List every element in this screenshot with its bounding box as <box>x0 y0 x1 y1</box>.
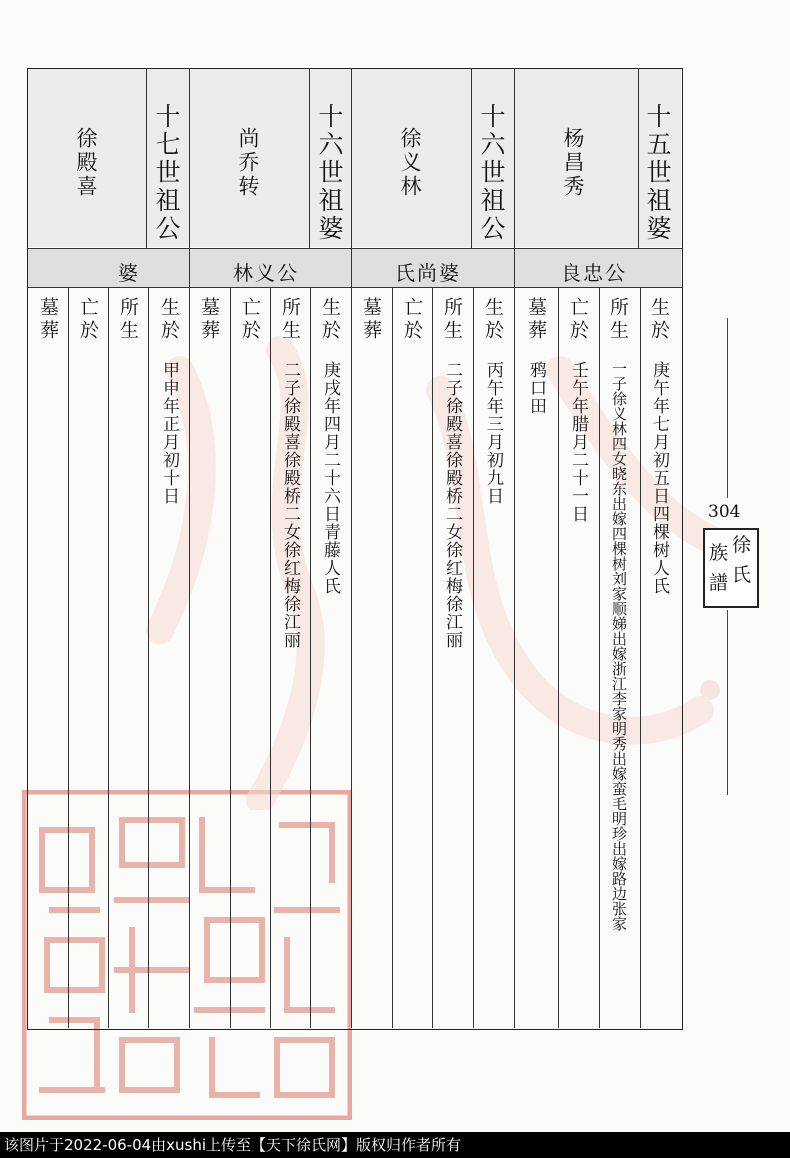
person-name: 徐义林 <box>398 127 422 199</box>
spouse-header: 婆 <box>118 261 140 285</box>
died-label: 亡於 <box>401 297 423 343</box>
spouse-header: 氏尚婆 <box>395 261 461 285</box>
children-label: 所生 <box>441 297 463 343</box>
born-value: 庚午年七月初五日四棵树人氏 <box>649 361 669 595</box>
burial-label: 墓葬 <box>37 297 59 343</box>
genealogy-table <box>27 68 683 1030</box>
upload-notice: 该图片于2022-06-04由xushi上传至【天下徐氏网】版权归作者所有 <box>0 1132 790 1158</box>
born-value: 庚戌年四月二十六日青藤人氏 <box>320 361 340 595</box>
children-value: 二子徐殿喜徐殿桥二女徐红梅徐江丽 <box>442 361 462 649</box>
person-name: 尚乔转 <box>236 127 260 199</box>
person-name: 徐殿喜 <box>74 127 98 199</box>
died-value: 壬午年腊月二十一日 <box>568 361 588 523</box>
generation-title: 十七世祖公 <box>152 103 181 243</box>
generation-title: 十五世祖婆 <box>643 103 672 243</box>
logo-char: 譜 <box>709 572 729 594</box>
generation-title: 十六世祖婆 <box>315 103 344 243</box>
children-value: 二子徐殿喜徐殿桥二女徐红梅徐江丽 <box>280 361 300 649</box>
died-label: 亡於 <box>239 297 261 343</box>
children-label: 所生 <box>279 297 301 343</box>
died-label: 亡於 <box>77 297 99 343</box>
logo-char: 氏 <box>732 564 752 586</box>
burial-value: 鸦口田 <box>526 361 546 415</box>
born-value: 甲申年正月初十日 <box>159 361 179 505</box>
spouse-header: 林义公 <box>233 261 299 285</box>
burial-label: 墓葬 <box>198 297 220 343</box>
margin-rule-bottom <box>727 610 728 795</box>
logo-char: 族 <box>709 542 729 564</box>
born-label: 生於 <box>482 297 504 343</box>
spouse-header: 良忠公 <box>561 261 627 285</box>
burial-label: 墓葬 <box>360 297 382 343</box>
born-label: 生於 <box>158 297 180 343</box>
children-label: 所生 <box>607 297 629 343</box>
genealogy-logo <box>703 528 759 608</box>
born-value: 丙午年三月初九日 <box>483 361 503 505</box>
died-label: 亡於 <box>567 297 589 343</box>
page-number: 304 <box>708 502 741 522</box>
burial-label: 墓葬 <box>525 297 547 343</box>
generation-title: 十六世祖公 <box>477 103 506 243</box>
margin-rule-top <box>727 318 728 498</box>
children-label: 所生 <box>117 297 139 343</box>
children-value: 一子徐义林四女晓东出嫁四棵树刘家顺娣出嫁浙江李家明秀出嫁蛮毛明珍出嫁路边张家 <box>610 361 628 931</box>
born-label: 生於 <box>319 297 341 343</box>
person-name: 杨昌秀 <box>561 127 585 199</box>
logo-char: 徐 <box>732 534 752 556</box>
born-label: 生於 <box>648 297 670 343</box>
